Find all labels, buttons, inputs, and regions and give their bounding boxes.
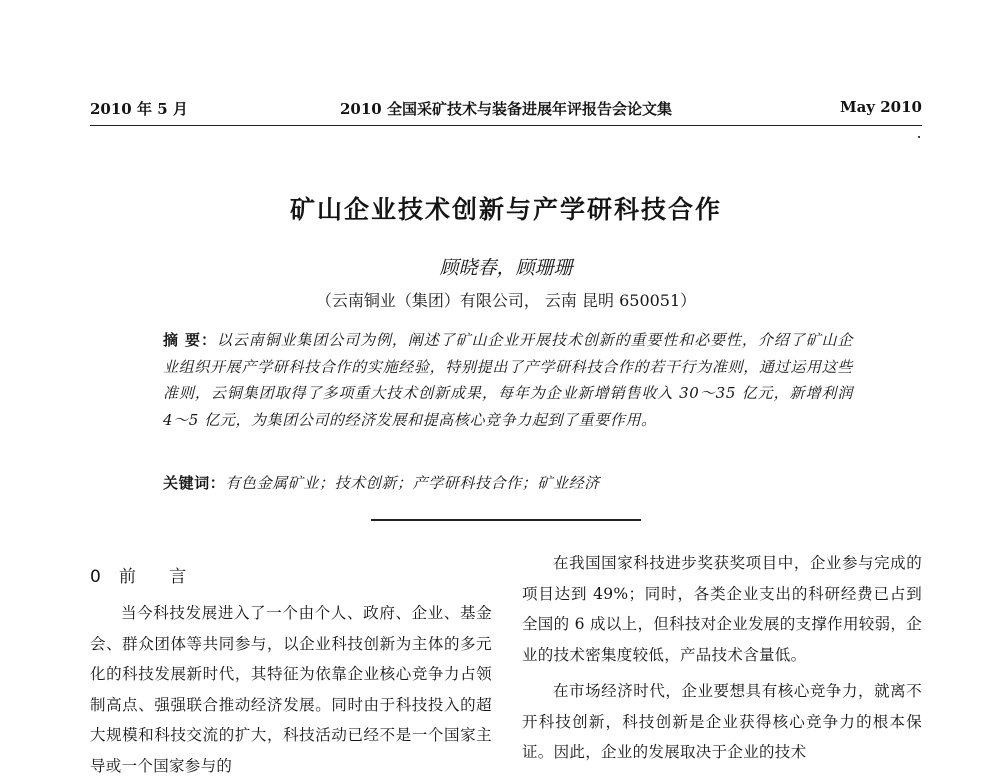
left-column [90, 598, 492, 781]
section-number: 0 [90, 567, 101, 587]
running-header [90, 98, 922, 118]
left-paragraph: 当今科技发展进入了一个由个人、政府、企业、基金会、群众团体等共同参与，以企业科技创新为主体的多元化的科技发展新时代，其特征为依靠企业核心竞争力占领制高点、强强联合推动经济发展。同时由于科技投入的超大规模和科技交流的扩大，科技活动已经不是一个国家主导或一个国家参与的 [90, 604, 492, 775]
right-column [522, 548, 922, 768]
section-title: 前 言 [118, 567, 201, 587]
article-authors: 顾晓春，顾珊珊 [439, 257, 573, 279]
abstract [163, 327, 853, 433]
abstract-label: 摘 要： [163, 331, 217, 349]
header-proceedings-title: 2010 全国采矿技术与装备进展年评报告会论文集 [340, 100, 672, 118]
abstract-text: 以云南铜业集团公司为例，阐述了矿山企业开展技术创新的重要性和必要性，介绍了矿山企业组织开展产学研科技合作的实施经验，特别提出了产学研科技合作的若干行为准则，通过运用这些准则，云铜集团取得了多项重大技术创新成果，每年为企业新增销售收入 30～35 亿元，新增利润 4～5 亿元，为集团公司的经济发展和提高核心竞争力起到了重要作用。 [163, 331, 853, 429]
header-date: 2010 年 5 月 [90, 100, 188, 118]
section-heading [90, 562, 200, 587]
abstract-divider [371, 519, 641, 521]
article-title: 矿山企业技术创新与产学研科技合作 [289, 195, 722, 224]
author-affiliation: （云南铜业（集团）有限公司， 云南 昆明 650051） [315, 291, 697, 310]
right-paragraph-1: 在我国国家科技进步奖获奖项目中，企业参与完成的项目达到 49%；同时，各类企业支出的科研经费已占到全国的 6 成以上，但科技对企业发展的支撑作用较弱，企业的技术密集度较低，产品技术含量低。 [522, 554, 922, 664]
scan-speck [918, 136, 920, 138]
keywords [163, 470, 853, 496]
header-date-english: May 2010 [839, 98, 922, 116]
keywords-text: 有色金属矿业；技术创新；产学研科技合作；矿业经济 [225, 474, 600, 492]
keywords-label: 关键词： [163, 474, 226, 492]
right-paragraph-2: 在市场经济时代，企业要想具有核心竞争力，就离不开科技创新，科技创新是企业获得核心竞争力的根本保证。因此，企业的发展取决于企业的技术 [522, 682, 922, 761]
header-rule [90, 125, 922, 126]
